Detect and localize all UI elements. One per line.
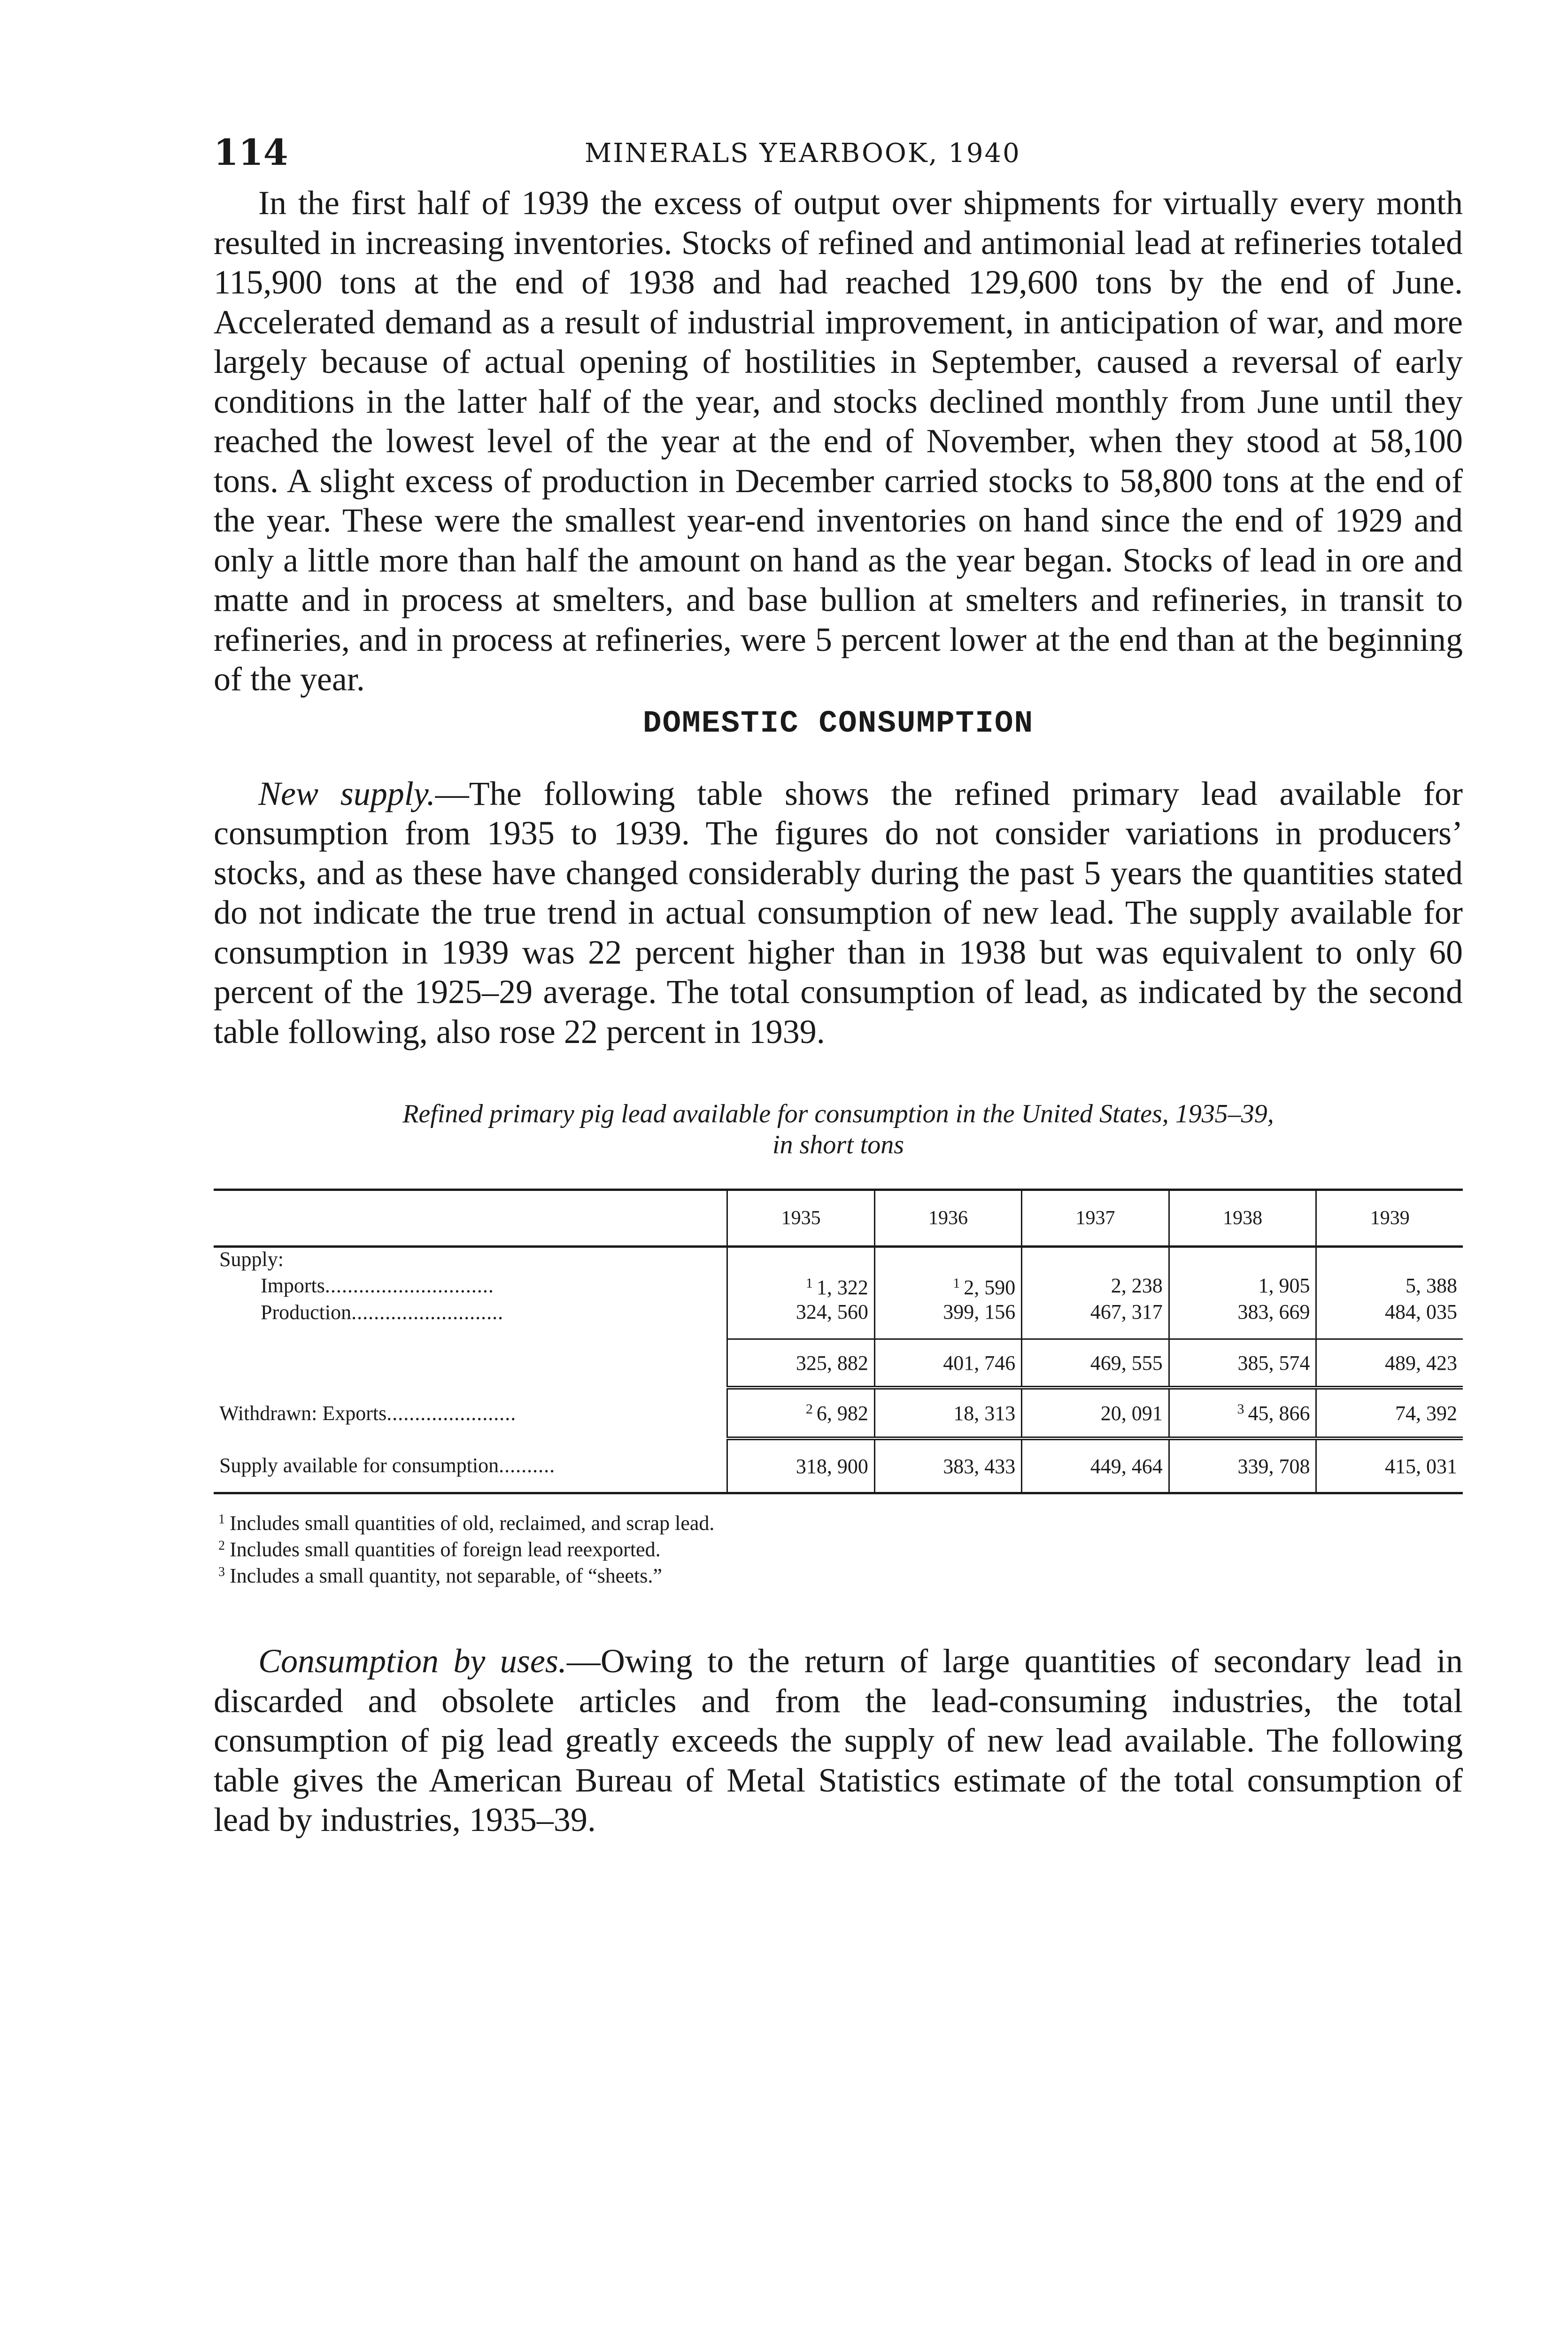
table-row-exports <box>214 1388 1463 1438</box>
paragraph-body-new-supply: —The following table shows the refined primary lead available for consumption from 1935 to 1939. The figures do not consider variations in producers’ stocks, and as these have changed considerably during the past 5 years the quantities stated do not indicate the true trend in actual consumption of new lead. The supply available for consumption in 1939 was 22 percent higher than in 1938 but was equivalent to only 60 percent of the 1925–29 average. The total consumption of lead, as indicated by the second table following, also rose 22 percent in 1939. <box>214 774 1463 1050</box>
table-cell-production-1939: 484, 035 <box>1316 1300 1463 1339</box>
table-cell-imports-1938: 1, 905 <box>1169 1271 1316 1300</box>
footnote-mark: 3 <box>1237 1401 1244 1417</box>
running-title: MINERALS YEARBOOK, 1940 <box>585 138 1021 169</box>
paragraph-lead-consumption: Consumption by uses. <box>258 1642 567 1680</box>
footnote-3: $^3$ Includes a small quantity, not separable, of “sheets.” <box>218 1564 662 1587</box>
footnote-mark: 1 <box>805 1275 813 1291</box>
table-header-row <box>214 1190 1463 1247</box>
table-cell <box>727 1247 874 1272</box>
page <box>214 131 1463 1840</box>
table-cell <box>1316 1247 1463 1272</box>
column-header-1939: 1939 <box>1316 1190 1463 1247</box>
column-header-1937: 1937 <box>1022 1190 1169 1247</box>
table-caption-line-2: in short tons <box>772 1130 904 1159</box>
table-cell-imports-1939: 5, 388 <box>1316 1271 1463 1300</box>
row-label-production: Production........................... <box>261 1300 504 1324</box>
table-cell <box>1022 1247 1169 1272</box>
table-row-supply <box>214 1247 1463 1272</box>
footnote-1: $^1$ Includes small quantities of old, reclaimed, and scrap lead. <box>218 1512 715 1535</box>
table-cell-exports-1939: 74, 392 <box>1316 1388 1463 1438</box>
table-cell-exports-1936: 18, 313 <box>874 1388 1021 1438</box>
column-header-1935: 1935 <box>727 1190 874 1247</box>
table-cell-subtotal-1936: 401, 746 <box>874 1339 1021 1388</box>
table-cell-available-1939: 415, 031 <box>1316 1438 1463 1493</box>
table-footnotes <box>214 1508 1463 1587</box>
table-cell-production-1938: 383, 669 <box>1169 1300 1316 1339</box>
row-label-imports: Imports.............................. <box>261 1274 494 1297</box>
table-cell-available-1936: 383, 433 <box>874 1438 1021 1493</box>
table-cell-exports-1935: $^2$ 6, 982 <box>727 1388 874 1438</box>
table-cell-production-1936: 399, 156 <box>874 1300 1021 1339</box>
paragraph-body-consumption: —Owing to the return of large quantities of secondary lead in discarded and obsolete articles and from the lead-consuming industries, the total consumption of pig lead greatly exceeds the supply of new lead available. The following table gives the American Bureau of Metal Statistics estimate of the total consumption of lead by industries, 1935–39. <box>214 1642 1463 1838</box>
table-cell-available-1935: 318, 900 <box>727 1438 874 1493</box>
paragraph-consumption-by-uses <box>214 1641 1463 1840</box>
supply-table <box>214 1189 1463 1494</box>
table-cell <box>214 1339 727 1388</box>
running-head <box>214 131 1463 183</box>
paragraph-inventories: In the first half of 1939 the excess of output over shipments for virtually every month resulted in increasing inventories. Stocks of refined and antimonial lead at refineries totaled 115,900 tons at the end of 1938 and had reached 129,600 tons by the end of June. Accelerated demand as a result of industrial improvement, in anticipation of war, and more largely because of actual opening of hostilities in September, caused a reversal of early conditions in the latter half of the year, and stocks declined monthly from June until they reached the lowest level of the year at the end of November, when they stood at 58,100 tons. A slight excess of production in December carried stocks to 58,800 tons at the end of the year. These were the smallest year-end inventories on hand since the end of 1929 and only a little more than half the amount on hand as the year began. Stocks of lead in ore and matte and in process at smelters, and base bullion at smelters and refineries, in transit to refineries, and in process at refineries, were 5 percent lower at the end than at the beginning of the year. <box>214 184 1463 698</box>
table-cell-available-1937: 449, 464 <box>1022 1438 1169 1493</box>
section-heading: DOMESTIC CONSUMPTION <box>642 705 1034 741</box>
footnote-mark: 2 <box>805 1401 813 1417</box>
row-label-exports: Withdrawn: Exports....................... <box>219 1401 517 1425</box>
table-cell-subtotal-1937: 469, 555 <box>1022 1339 1169 1388</box>
table-cell-production-1937: 467, 317 <box>1022 1300 1169 1339</box>
table-cell <box>1169 1247 1316 1272</box>
footnote-mark: 1 <box>953 1275 960 1291</box>
table-caption <box>214 1098 1463 1160</box>
table-cell-imports-1937: 2, 238 <box>1022 1271 1169 1300</box>
row-label-supply: Supply: <box>219 1248 284 1271</box>
table-row-subtotal <box>214 1339 1463 1388</box>
row-label-available: Supply available for consumption.......... <box>214 1438 727 1493</box>
table-cell-exports-1938: $^3$ 45, 866 <box>1169 1388 1316 1438</box>
paragraph-lead-new-supply: New supply. <box>258 774 435 812</box>
table-cell-imports-1936: $^1$ 2, 590 <box>874 1271 1021 1300</box>
page-number: 114 <box>214 131 288 173</box>
table-row-imports <box>214 1271 1463 1300</box>
table-cell <box>874 1247 1021 1272</box>
table-cell-imports-1935: $^1$ 1, 322 <box>727 1271 874 1300</box>
paragraph-new-supply <box>214 774 1463 1052</box>
table-header-blank <box>214 1190 727 1247</box>
column-header-1936: 1936 <box>874 1190 1021 1247</box>
table-row-available <box>214 1438 1463 1493</box>
table-cell-subtotal-1938: 385, 574 <box>1169 1339 1316 1388</box>
table-cell-subtotal-1935: 325, 882 <box>727 1339 874 1388</box>
table-cell-subtotal-1939: 489, 423 <box>1316 1339 1463 1388</box>
table-caption-line-1: Refined primary pig lead available for consumption in the United States, 1935–39, <box>402 1099 1274 1128</box>
footnote-2: $^2$ Includes small quantities of foreign lead reexported. <box>218 1538 661 1561</box>
table-cell-exports-1937: 20, 091 <box>1022 1388 1169 1438</box>
table-cell-production-1935: 324, 560 <box>727 1300 874 1339</box>
table-cell-available-1938: 339, 708 <box>1169 1438 1316 1493</box>
table-row-production <box>214 1300 1463 1339</box>
column-header-1938: 1938 <box>1169 1190 1316 1247</box>
